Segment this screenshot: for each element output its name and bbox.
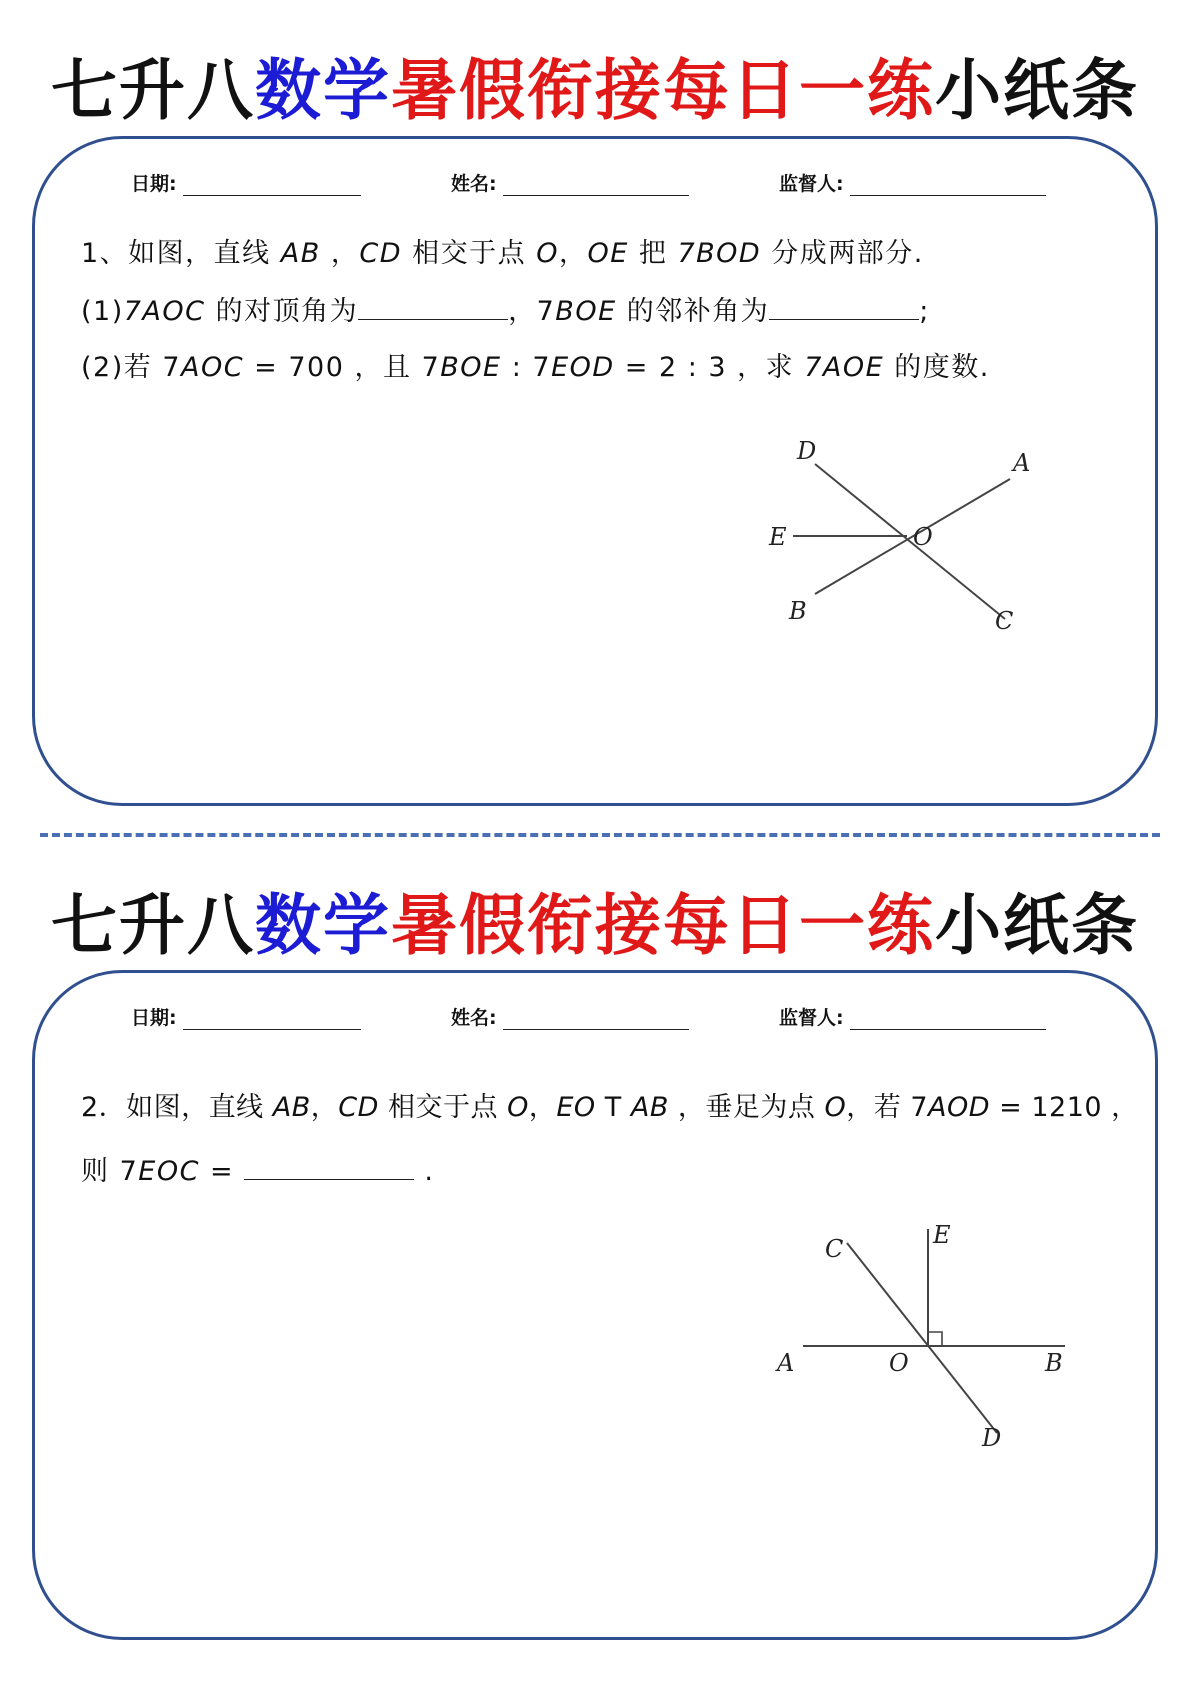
label-e: E bbox=[933, 1221, 951, 1249]
q1-line2: (1)7AOC 的对顶角为 ，7BOE 的邻补角为 ; bbox=[81, 296, 930, 327]
supervisor-input-line[interactable] bbox=[850, 1009, 1046, 1030]
q2-figure bbox=[775, 1201, 1115, 1451]
page-title bbox=[0, 50, 1190, 130]
date-label: 日期: bbox=[131, 1007, 177, 1029]
title-part-slip: 小纸条 bbox=[935, 886, 1139, 964]
line-dc bbox=[815, 464, 1005, 619]
name-field bbox=[451, 169, 689, 196]
label-b: B bbox=[789, 597, 807, 625]
supervisor-label: 监督人: bbox=[779, 1007, 844, 1029]
label-a: A bbox=[777, 1349, 795, 1377]
name-label: 姓名: bbox=[451, 173, 497, 195]
q2-line2: 则 7EOC = . bbox=[81, 1156, 435, 1187]
title-part-practice: 暑假衔接每日一练 bbox=[391, 886, 935, 964]
q1-line3: (2)若 7AOC = 700 ，且 7BOE : 7EOD = 2 : 3 ，求 7AOE 的度数. bbox=[81, 352, 990, 383]
date-field bbox=[131, 169, 361, 196]
supervisor-field bbox=[779, 1003, 1046, 1030]
question-card-2 bbox=[32, 970, 1158, 1640]
question-card-1 bbox=[32, 136, 1158, 806]
name-input-line[interactable] bbox=[503, 175, 689, 196]
cut-line-divider bbox=[40, 833, 1160, 837]
title-part-practice: 暑假衔接每日一练 bbox=[391, 51, 935, 129]
label-d: D bbox=[982, 1424, 1002, 1451]
title-part-grade: 七升八 bbox=[51, 886, 255, 964]
q1-line1: 1、如图，直线 AB ，CD 相交于点 O，OE 把 7BOD 分成两部分. bbox=[81, 238, 924, 269]
label-a: A bbox=[1013, 449, 1031, 477]
q1-answer-blank-1[interactable] bbox=[358, 295, 508, 320]
label-e: E bbox=[769, 523, 787, 551]
name-field bbox=[451, 1003, 689, 1030]
label-c: C bbox=[995, 607, 1014, 635]
q1-answer-blank-2[interactable] bbox=[769, 295, 919, 320]
q1-figure bbox=[755, 429, 1095, 669]
date-label: 日期: bbox=[131, 173, 177, 195]
label-o: O bbox=[889, 1349, 909, 1377]
date-input-line[interactable] bbox=[183, 175, 361, 196]
right-angle-mark bbox=[928, 1332, 942, 1346]
date-input-line[interactable] bbox=[183, 1009, 361, 1030]
title-part-subject: 数学 bbox=[255, 51, 391, 129]
line-cd bbox=[847, 1243, 997, 1433]
name-label: 姓名: bbox=[451, 1007, 497, 1029]
label-b: B bbox=[1045, 1349, 1063, 1377]
page-title-2 bbox=[0, 885, 1190, 965]
q2-line1: 2．如图，直线 AB，CD 相交于点 O，EO T AB ，垂足为点 O，若 7AOD = 1210 ， bbox=[81, 1092, 1139, 1123]
title-part-grade: 七升八 bbox=[51, 51, 255, 129]
label-o: O bbox=[913, 523, 933, 551]
supervisor-field bbox=[779, 169, 1046, 196]
q2-answer-blank[interactable] bbox=[244, 1155, 414, 1180]
supervisor-input-line[interactable] bbox=[850, 175, 1046, 196]
supervisor-label: 监督人: bbox=[779, 173, 844, 195]
label-d: D bbox=[797, 437, 817, 465]
date-field bbox=[131, 1003, 361, 1030]
title-part-slip: 小纸条 bbox=[935, 51, 1139, 129]
title-part-subject: 数学 bbox=[255, 886, 391, 964]
name-input-line[interactable] bbox=[503, 1009, 689, 1030]
label-c: C bbox=[825, 1235, 844, 1263]
